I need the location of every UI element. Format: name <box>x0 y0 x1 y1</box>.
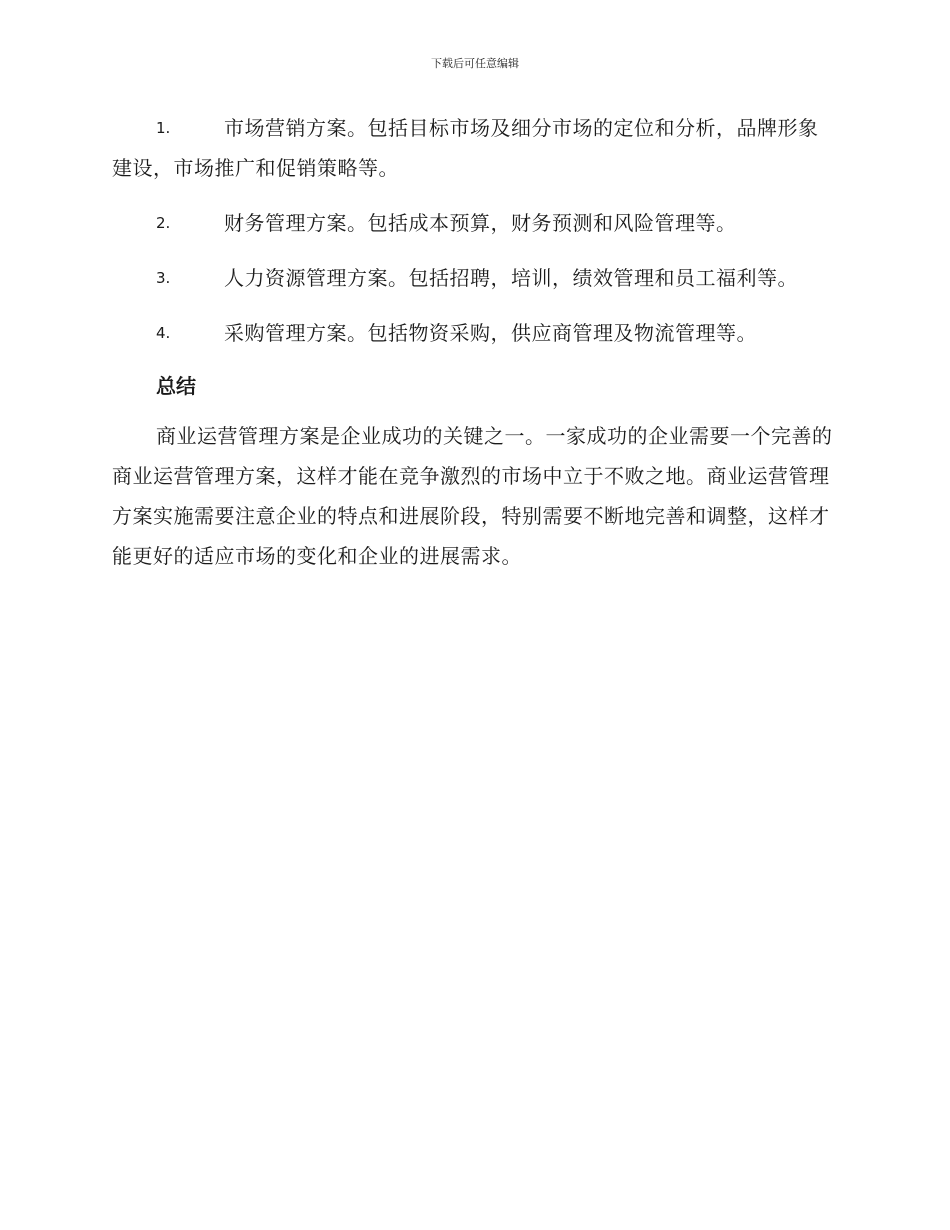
page-header: 下载后可任意编辑 <box>431 57 519 70</box>
list-text: 人力资源管理方案。包括招聘，培训，绩效管理和员工福利等。 <box>224 266 798 290</box>
list-item <box>112 313 834 353</box>
section-heading: 总结 <box>156 374 196 398</box>
list-text: 采购管理方案。包括物资采购，供应商管理及物流管理等。 <box>224 321 757 345</box>
list-text: 财务管理方案。包括成本预算，财务预测和风险管理等。 <box>224 211 737 235</box>
list-number: 2. <box>156 214 171 232</box>
list-item <box>112 203 834 243</box>
list-number: 1. <box>156 119 171 137</box>
summary-paragraph: 商业运营管理方案是企业成功的关键之一。一家成功的企业需要一个完善的商业运营管理方案，这样才能在竞争激烈的市场中立于不败之地。商业运营管理方案实施需要注意企业的特点和进展阶段，特别需要不断地完善和调整，这样才能更好的适应市场的变化和企业的进展需求。 <box>112 424 833 568</box>
list-number: 3. <box>156 269 171 287</box>
list-item <box>112 258 834 298</box>
list-number: 4. <box>156 324 171 342</box>
list-item <box>112 108 834 188</box>
list-text: 市场营销方案。包括目标市场及细分市场的定位和分析，品牌形象建设，市场推广和促销策略等。 <box>112 116 819 180</box>
document-body <box>112 108 834 576</box>
